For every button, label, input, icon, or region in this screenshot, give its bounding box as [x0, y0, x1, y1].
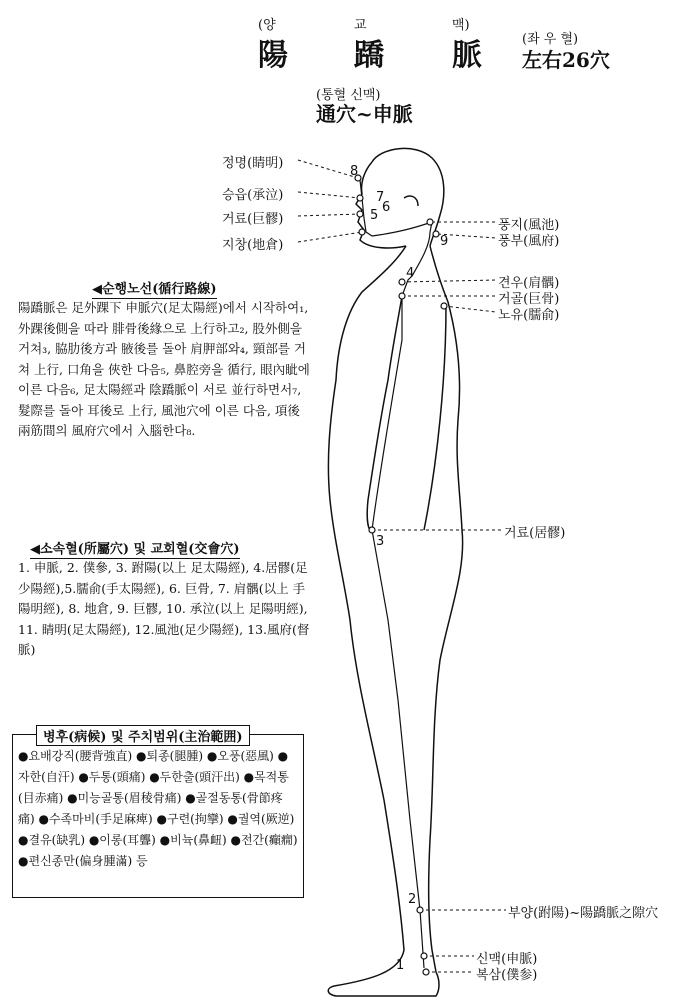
back-outline	[429, 246, 463, 972]
title-reading-3: 맥)	[452, 18, 470, 33]
ear	[404, 196, 418, 206]
label-pucan: 복삼(僕参)	[476, 968, 538, 983]
title-char-1: 陽	[258, 38, 288, 73]
count-reading: (좌 우 혈)	[522, 32, 579, 47]
points-heading-text: ◀소속혈(所屬穴) 및 교회혈(交會穴)	[30, 542, 240, 557]
points-text: 1. 申脈, 2. 僕參, 3. 跗陽(以上 足太陽經), 4.居髎(足少陽經),5.臑俞(手太陽經), 6. 巨骨, 7. 肩髃(以上 手陽明經), 8. 地倉, 9. 巨髎, 10. 承泣(以上 足陽明經), 11. 睛明(足太陽經), 12.風池(足少陽經), 13.風府(督脈)	[18, 560, 310, 657]
point-fuyang	[417, 907, 423, 913]
point-fengchi	[427, 219, 433, 225]
pathway-text: 陽蹻脈은 足外踝下 申脈穴(足太陽經)에서 시작하여₁, 外踝後側을 따라 腓骨後緣으로 上行하고₂, 股外側을 거쳐₃, 脇肋後方과 腋後를 돌아 肩胛部와₄, 頸部를 거쳐 上行, 口角을 俠한 다음₅, 鼻腔旁을 循行, 眼內眦에 이른 다음₆, 足太陽經과 陰蹻脈이 서로 並行하면서₇, 髮際를 돌아 耳後로 上行, 風池穴에 이른 다음, 項後兩筋間의 風府穴에서 入腦한다₈.	[18, 300, 310, 438]
label-juliao: 거료(巨髎)	[222, 212, 284, 227]
pathway-heading	[92, 278, 217, 297]
indications-text: ●요배강직(腰背強直) ●퇴종(腿腫) ●오풍(惡風) ●자한(自汗) ●두통(頭痛) ●두한출(頭汗出) ●목적통(目赤痛) ●미능골통(眉稜骨痛) ●골절동통(骨節疼痛) ●수족마비(手足麻痺) ●구련(拘攣) ●궐역(厥逆) ●결유(缺乳) ●이롱(耳聾) ●비뉵(鼻衄) ●전간(癲癇) ●편신종만(偏身腫滿) 등	[18, 749, 298, 868]
front-outline	[328, 246, 439, 996]
pathway-heading-text: ◀순행노선(循行路線)	[92, 282, 217, 297]
count-label: 左右26穴	[522, 48, 610, 72]
label-fuyang: 부양(跗陽)~陽蹻脈之隙穴	[508, 906, 659, 921]
title-char-2: 蹻	[354, 38, 384, 73]
sub-title: 通穴~申脈	[316, 102, 413, 126]
label-jingming: 정명(睛明)	[222, 156, 284, 171]
num-8: 8	[350, 164, 359, 179]
point-jianyu	[399, 279, 405, 285]
title-char-3: 脈	[452, 38, 482, 73]
label-jianyu: 견우(肩髃)	[498, 276, 560, 291]
meridian-line	[360, 180, 432, 968]
point-juliao	[357, 211, 363, 217]
label-chengqi: 승읍(承泣)	[222, 188, 284, 203]
num-7: 7	[376, 190, 385, 205]
num-5: 5	[370, 208, 379, 223]
label-fengchi: 풍지(風池)	[498, 218, 560, 233]
title-reading-1: (양	[258, 18, 276, 33]
sub-reading: (통혈 신맥)	[316, 88, 381, 103]
arm-back-outline	[424, 306, 446, 530]
num-1: 1	[396, 958, 405, 973]
num-2: 2	[408, 892, 417, 907]
point-shenmai	[421, 953, 427, 959]
label-dicang: 지창(地倉)	[222, 238, 284, 253]
point-fengfu	[433, 231, 439, 237]
point-chengqi	[357, 195, 363, 201]
label-juliao-hip: 거료(居髎)	[504, 526, 566, 541]
point-dicang	[359, 229, 365, 235]
num-4: 4	[406, 266, 415, 281]
title-reading-2: 교	[354, 18, 367, 33]
num-9: 9	[440, 234, 449, 249]
arm-outline	[367, 296, 402, 532]
num-6: 6	[382, 200, 391, 215]
label-fengfu: 풍부(風府)	[498, 234, 560, 249]
point-juliao-hip	[369, 527, 375, 533]
point-jugu	[399, 293, 405, 299]
points-heading	[30, 538, 240, 557]
num-3: 3	[376, 534, 385, 549]
indications-heading: 병후(病候) 및 주치범위(主治範囲)	[36, 725, 250, 746]
point-naoshu	[441, 303, 447, 309]
point-pucan	[423, 969, 429, 975]
label-shenmai: 신맥(申脈)	[476, 952, 538, 967]
label-naoshu: 노유(臑俞)	[498, 308, 560, 323]
label-jugu: 거골(巨骨)	[498, 292, 560, 307]
